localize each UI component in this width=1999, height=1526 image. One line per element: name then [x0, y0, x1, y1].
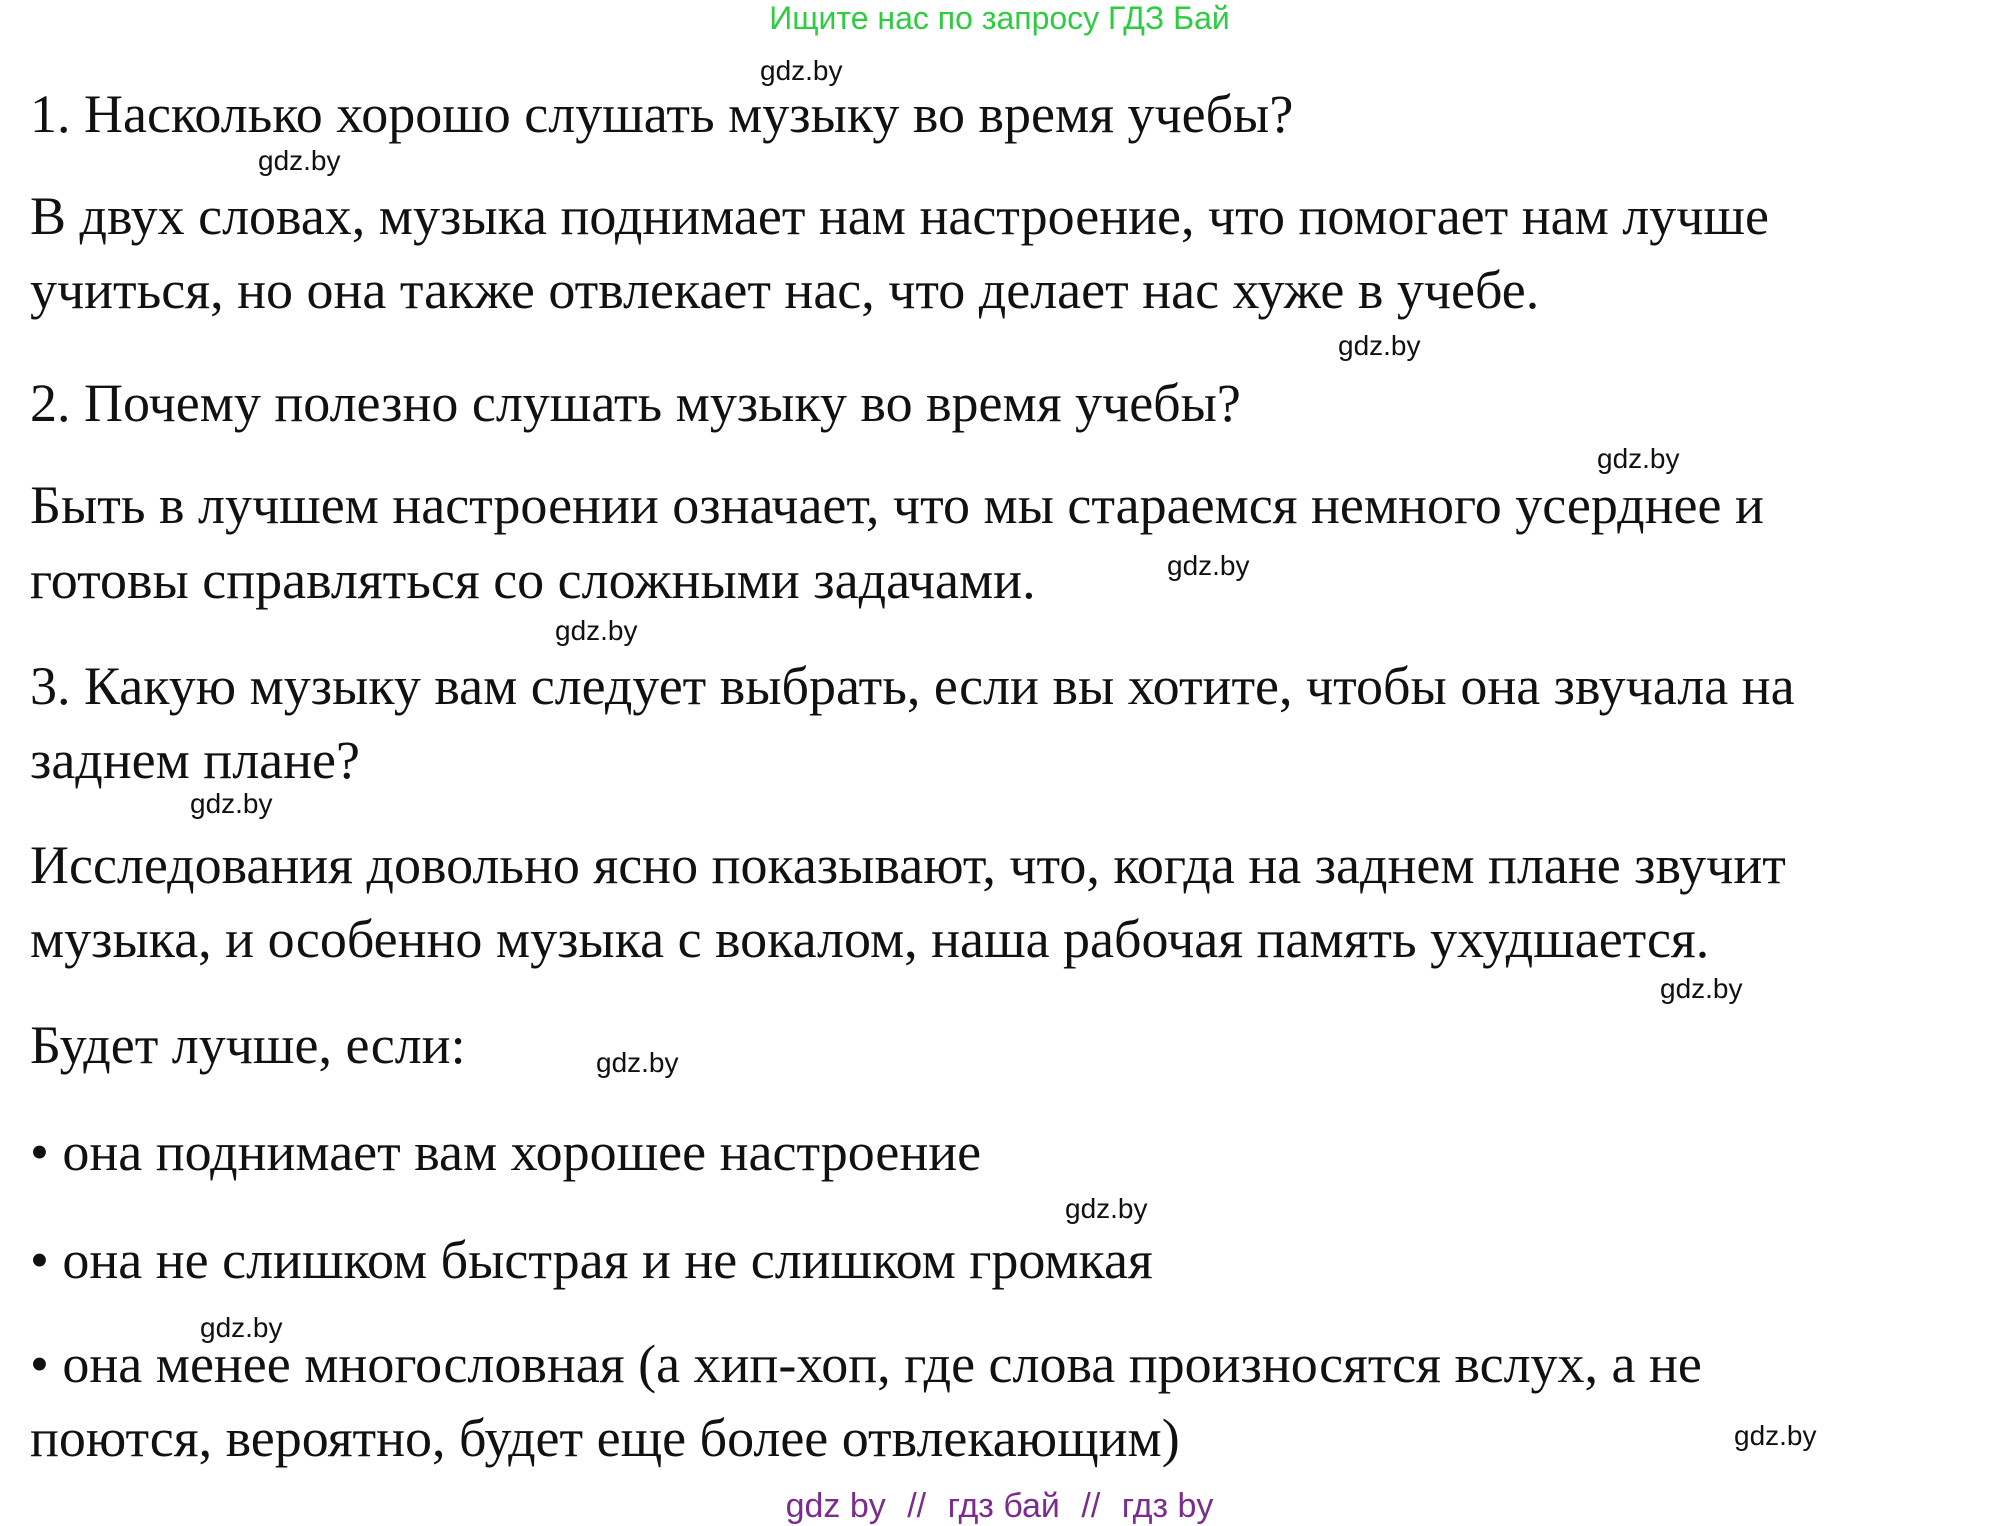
watermark: gdz.by — [760, 55, 843, 86]
answer-1-line-1: В двух словах, музыка поднимает нам настроение, что помогает нам лучше — [30, 186, 1769, 246]
watermark: gdz.by — [258, 145, 341, 176]
watermark: gdz.by — [1597, 443, 1680, 474]
watermark: gdz.by — [1660, 973, 1743, 1004]
footer-separator: // — [907, 1487, 927, 1525]
watermark: gdz.by — [596, 1047, 679, 1078]
footer-link-gdz-by-cyr[interactable]: гдз by — [1121, 1487, 1214, 1525]
bullet-item-2: • она не слишком быстрая и не слишком громкая — [30, 1230, 1153, 1290]
watermark: gdz.by — [200, 1312, 283, 1343]
footer-link-gdz-by[interactable]: gdz by — [785, 1487, 886, 1525]
search-hint-link[interactable]: Ищите нас по запросу ГДЗ Бай — [769, 0, 1230, 36]
watermark: gdz.by — [1065, 1193, 1148, 1224]
question-2: 2. Почему полезно слушать музыку во время учебы? — [30, 373, 1241, 433]
footer-link-gdz-bai[interactable]: гдз бай — [947, 1487, 1060, 1525]
footer-links — [0, 1486, 1999, 1526]
answer-2-line-2: готовы справляться со сложными задачами. — [30, 550, 1036, 610]
watermark: gdz.by — [555, 615, 638, 646]
answer-3-line-1: Исследования довольно ясно показывают, что, когда на заднем плане звучит — [30, 835, 1786, 895]
question-1: 1. Насколько хорошо слушать музыку во время учебы? — [30, 84, 1294, 144]
watermark: gdz.by — [1734, 1420, 1817, 1451]
question-3-line-2: заднем плане? — [30, 730, 360, 790]
question-3-line-1: 3. Какую музыку вам следует выбрать, если вы хотите, чтобы она звучала на — [30, 656, 1795, 716]
footer-separator: // — [1081, 1487, 1101, 1525]
watermark: gdz.by — [1338, 330, 1421, 361]
answer-3-line-2: музыка, и особенно музыка с вокалом, наша рабочая память ухудшается. — [30, 909, 1710, 969]
answer-2-line-1: Быть в лучшем настроении означает, что мы стараемся немного усерднее и — [30, 475, 1764, 535]
answer-1-line-2: учиться, но она также отвлекает нас, что делает нас хуже в учебе. — [30, 260, 1540, 320]
bullet-item-3-line-2: поются, вероятно, будет еще более отвлекающим) — [30, 1408, 1180, 1468]
bullet-item-3-line-1: • она менее многословная (а хип-хоп, где слова произносятся вслух, а не — [30, 1334, 1702, 1394]
watermark: gdz.by — [1167, 550, 1250, 581]
bullet-item-1: • она поднимает вам хорошее настроение — [30, 1122, 982, 1182]
better-if-heading: Будет лучше, если: — [30, 1015, 466, 1075]
watermark: gdz.by — [190, 788, 273, 819]
